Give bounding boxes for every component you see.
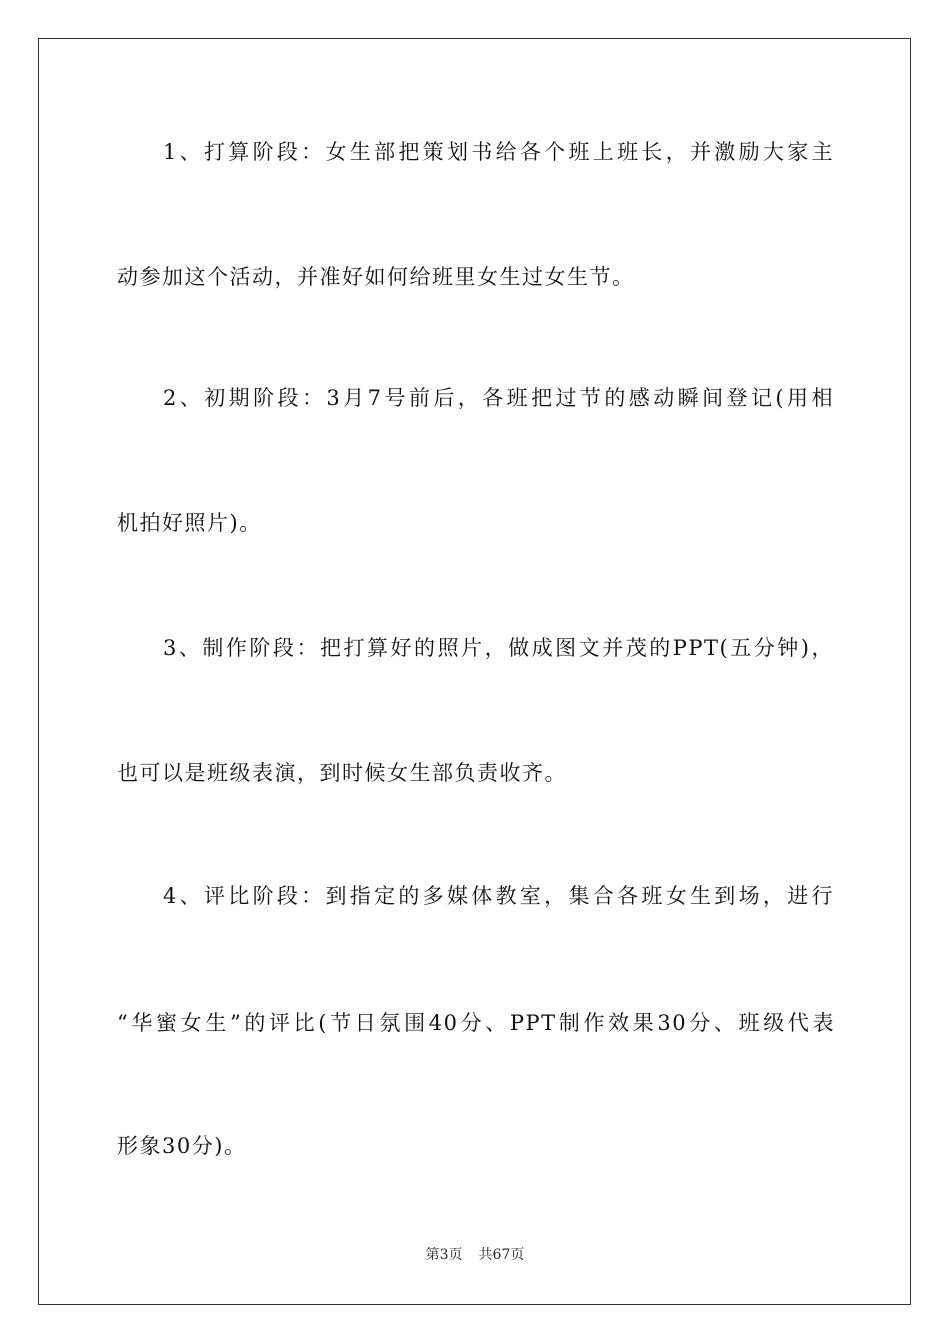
paragraph-3-line-1: 3、制作阶段：把打算好的照片，做成图文并茂的PPT(五分钟)， — [163, 636, 834, 660]
page-total: 共67页 — [478, 1247, 525, 1263]
paragraph-4-line-2: “华蜜女生”的评比(节日氛围40分、PPT制作效果30分、班级代表 — [117, 1011, 835, 1035]
paragraph-2-line-2: 机拍好照片)。 — [117, 511, 262, 535]
page-frame — [38, 38, 911, 1305]
paragraph-3-line-2: 也可以是班级表演，到时候女生部负责收齐。 — [117, 761, 567, 785]
paragraph-1-line-2: 动参加这个活动，并准好如何给班里女生过女生节。 — [117, 265, 635, 289]
paragraph-4-line-3: 形象30分)。 — [117, 1134, 247, 1158]
page-number: 第3页 — [425, 1247, 463, 1263]
paragraph-2-line-1: 2、初期阶段：3月7号前后，各班把过节的感动瞬间登记(用相 — [163, 386, 834, 410]
page-footer — [0, 1246, 950, 1264]
paragraph-1-line-1: 1、打算阶段：女生部把策划书给各个班上班长，并激励大家主 — [163, 140, 834, 164]
paragraph-4-line-1: 4、评比阶段：到指定的多媒体教室，集合各班女生到场，进行 — [163, 884, 834, 908]
